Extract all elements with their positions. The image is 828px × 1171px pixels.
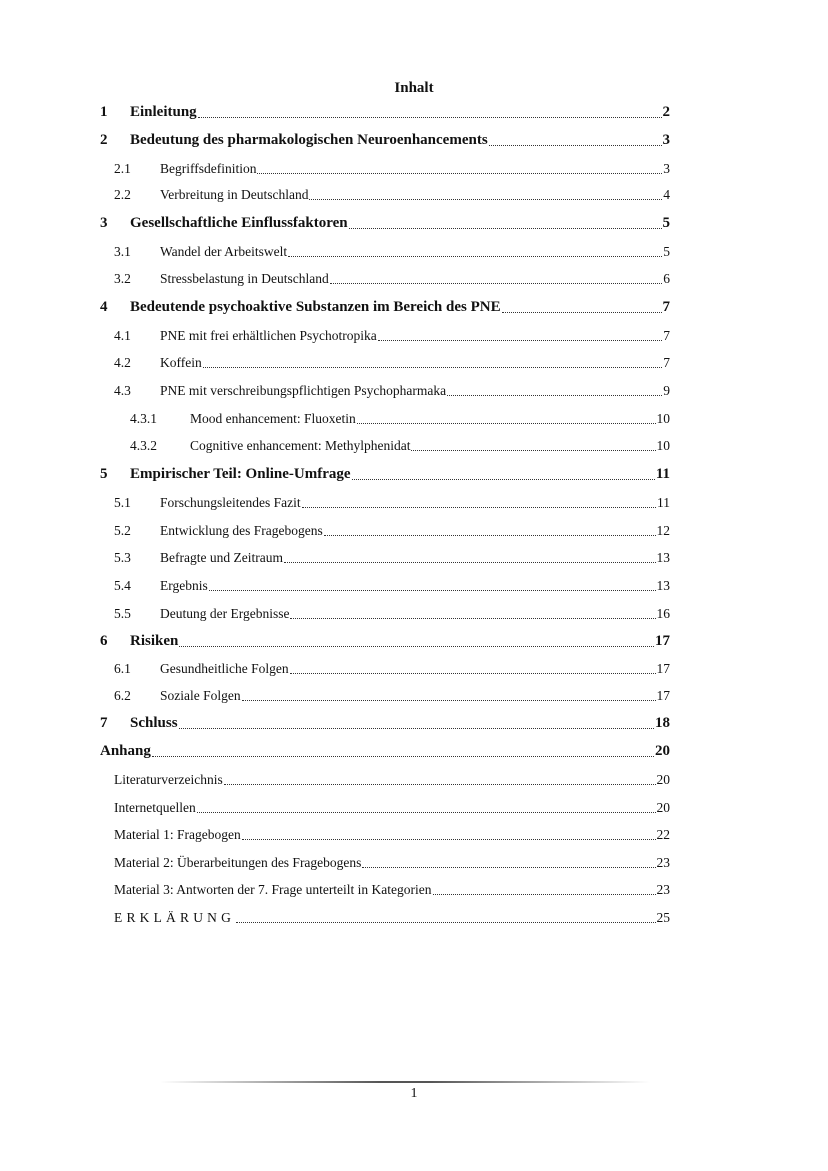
toc-entry-number: 4.1 — [114, 328, 131, 343]
toc-dot-leader — [242, 838, 656, 840]
toc-entry-label: Entwicklung des Fragebogens — [160, 523, 323, 538]
toc-entry-page: 17 — [656, 661, 670, 676]
toc-entry-page: 18 — [655, 715, 670, 731]
toc-entry-number: 2.2 — [114, 187, 131, 202]
toc-entry-label: Einleitung — [130, 104, 197, 120]
toc-entry-page: 5 — [662, 215, 670, 231]
toc-entry-label: Material 3: Antworten der 7. Frage unterteilt in Kategorien — [114, 882, 432, 897]
toc-entry-page: 10 — [656, 411, 670, 426]
toc-entry-page: 13 — [656, 578, 670, 593]
toc-dot-leader — [362, 866, 655, 868]
toc-dot-leader — [179, 645, 654, 647]
toc-entry[interactable] — [0, 740, 828, 760]
toc-entry[interactable] — [0, 434, 828, 454]
toc-dot-leader — [378, 339, 663, 341]
toc-entry[interactable] — [0, 768, 828, 788]
toc-entry-label: Cognitive enhancement: Methylphenidat — [190, 438, 411, 453]
toc-entry-label: Befragte und Zeitraum — [160, 550, 283, 565]
toc-entry[interactable] — [0, 324, 828, 344]
toc-entry[interactable] — [0, 878, 828, 898]
toc-dot-leader — [290, 672, 656, 674]
toc-entry[interactable] — [0, 546, 828, 566]
toc-entry[interactable] — [0, 796, 828, 816]
toc-entry-page: 6 — [663, 271, 670, 286]
toc-entry[interactable] — [0, 267, 828, 287]
toc-entry-page: 7 — [662, 299, 670, 315]
toc-entry[interactable] — [0, 101, 828, 121]
page-title: Inhalt — [394, 80, 434, 96]
toc-entry-label: Schluss — [130, 715, 178, 731]
toc-entry-label: ERKLÄRUNG — [114, 910, 236, 925]
toc-entry-page: 5 — [663, 244, 670, 259]
toc-entry[interactable] — [0, 630, 828, 650]
toc-entry-page: 4 — [663, 187, 670, 202]
toc-entry-label: Material 2: Überarbeitungen des Fragebogens — [114, 855, 362, 870]
toc-dot-leader — [198, 116, 662, 118]
toc-entry-page: 23 — [656, 855, 670, 870]
toc-entry-number: 5.2 — [114, 523, 131, 538]
toc-entry[interactable] — [0, 212, 828, 232]
toc-entry-page: 16 — [656, 606, 670, 621]
toc-dot-leader — [302, 506, 656, 508]
page-number: 1 — [410, 1086, 418, 1101]
toc-dot-leader — [349, 227, 662, 229]
toc-entry-number: 3.2 — [114, 271, 131, 286]
toc-entry-page: 3 — [663, 161, 670, 176]
toc-entry-label: Begriffsdefinition — [160, 161, 257, 176]
toc-entry-number: 2.1 — [114, 161, 131, 176]
toc-dot-leader — [352, 478, 655, 480]
toc-entry[interactable] — [0, 712, 828, 732]
toc-entry-label: Wandel der Arbeitswelt — [160, 244, 288, 259]
toc-dot-leader — [309, 198, 662, 200]
toc-entry-page: 7 — [663, 328, 670, 343]
toc-entry-number: 5.5 — [114, 606, 131, 621]
toc-dot-leader — [203, 366, 663, 368]
toc-entry[interactable] — [0, 463, 828, 483]
toc-entry-number: 2 — [100, 132, 108, 148]
toc-entry-label: Deutung der Ergebnisse — [160, 606, 290, 621]
toc-entry-page: 17 — [655, 633, 670, 649]
toc-dot-leader — [288, 255, 662, 257]
toc-dot-leader — [290, 617, 655, 619]
toc-entry-label: PNE mit verschreibungspflichtigen Psychopharmaka — [160, 383, 447, 398]
toc-dot-leader — [284, 561, 656, 563]
toc-entry-label: PNE mit frei erhältlichen Psychotropika — [160, 328, 377, 343]
toc-entry-number: 5.1 — [114, 495, 131, 510]
toc-entry[interactable] — [0, 574, 828, 594]
toc-dot-leader — [502, 311, 662, 313]
toc-entry[interactable] — [0, 240, 828, 260]
toc-dot-leader — [447, 394, 662, 396]
toc-entry-label: Koffein — [160, 355, 202, 370]
toc-entry-label: Internetquellen — [114, 800, 196, 815]
footer-divider — [160, 1081, 650, 1083]
toc-entry-number: 1 — [100, 104, 108, 120]
toc-entry-label: Anhang — [100, 743, 151, 759]
toc-dot-leader — [209, 589, 656, 591]
toc-entry-page: 2 — [662, 104, 670, 120]
toc-dot-leader — [433, 893, 656, 895]
toc-entry-label: Stressbelastung in Deutschland — [160, 271, 329, 286]
toc-entry-number: 4.3.2 — [130, 438, 157, 453]
toc-entry-number: 3.1 — [114, 244, 131, 259]
toc-entry-label: Risiken — [130, 633, 179, 649]
toc-entry-label: Mood enhancement: Fluoxetin — [190, 411, 356, 426]
toc-entry[interactable] — [0, 183, 828, 203]
toc-dot-leader — [242, 699, 656, 701]
toc-entry-label: Ergebnis — [160, 578, 208, 593]
toc-dot-leader — [357, 422, 656, 424]
toc-entry-number: 4 — [100, 299, 108, 315]
toc-entry-number: 6 — [100, 633, 108, 649]
toc-dot-leader — [411, 449, 655, 451]
toc-entry-page: 9 — [663, 383, 670, 398]
toc-entry-page: 11 — [657, 495, 670, 510]
toc-entry-label: Bedeutende psychoaktive Substanzen im Bereich des PNE — [130, 299, 501, 315]
toc-entry-number: 5 — [100, 466, 108, 482]
toc-entry-page: 25 — [656, 910, 670, 925]
toc-entry-page: 23 — [656, 882, 670, 897]
toc-entry-page: 7 — [663, 355, 670, 370]
toc-entry-label: Forschungsleitendes Fazit — [160, 495, 301, 510]
toc-entry[interactable] — [0, 407, 828, 427]
toc-entry-label: Soziale Folgen — [160, 688, 241, 703]
toc-entry-page: 12 — [656, 523, 670, 538]
toc-entry-label: Bedeutung des pharmakologischen Neuroenhancements — [130, 132, 488, 148]
toc-entry-label: Verbreitung in Deutschland — [160, 187, 309, 202]
toc-entry[interactable] — [0, 157, 828, 177]
toc-dot-leader — [152, 755, 654, 757]
toc-entry[interactable] — [0, 657, 828, 677]
toc-entry-number: 6.2 — [114, 688, 131, 703]
toc-entry[interactable] — [0, 906, 828, 926]
toc-entry[interactable] — [0, 351, 828, 371]
toc-dot-leader — [197, 811, 656, 813]
toc-entry-number: 6.1 — [114, 661, 131, 676]
toc-entry[interactable] — [0, 129, 828, 149]
toc-entry-label: Material 1: Fragebogen — [114, 827, 241, 842]
toc-entry[interactable] — [0, 491, 828, 511]
toc-dot-leader — [179, 727, 654, 729]
toc-entry-page: 3 — [662, 132, 670, 148]
toc-dot-leader — [236, 921, 655, 923]
toc-dot-leader — [257, 172, 662, 174]
toc-entry[interactable] — [0, 823, 828, 843]
toc-entry-number: 5.3 — [114, 550, 131, 565]
toc-entry-page: 11 — [655, 466, 670, 482]
toc-entry-page: 20 — [655, 743, 670, 759]
toc-entry[interactable] — [0, 519, 828, 539]
toc-entry-page: 10 — [656, 438, 670, 453]
toc-entry[interactable] — [0, 684, 828, 704]
toc-entry-page: 20 — [656, 800, 670, 815]
toc-entry-page: 13 — [656, 550, 670, 565]
toc-entry-label: Literaturverzeichnis — [114, 772, 223, 787]
toc-entry-page: 17 — [656, 688, 670, 703]
toc-entry-number: 4.3 — [114, 383, 131, 398]
toc-entry-page: 20 — [656, 772, 670, 787]
toc-dot-leader — [330, 282, 663, 284]
toc-entry[interactable] — [0, 296, 828, 316]
toc-entry-page: 22 — [656, 827, 670, 842]
toc-dot-leader — [224, 783, 656, 785]
toc-dot-leader — [489, 144, 662, 146]
toc-entry-number: 4.3.1 — [130, 411, 157, 426]
toc-entry-label: Gesundheitliche Folgen — [160, 661, 289, 676]
toc-entry[interactable] — [0, 379, 828, 399]
toc-entry-number: 3 — [100, 215, 108, 231]
toc-entry-number: 7 — [100, 715, 108, 731]
toc-entry[interactable] — [0, 602, 828, 622]
toc-dot-leader — [324, 534, 656, 536]
toc-entry-label: Gesellschaftliche Einflussfaktoren — [130, 215, 348, 231]
toc-entry-number: 5.4 — [114, 578, 131, 593]
toc-entry-label: Empirischer Teil: Online-Umfrage — [130, 466, 351, 482]
toc-entry[interactable] — [0, 851, 828, 871]
toc-entry-number: 4.2 — [114, 355, 131, 370]
